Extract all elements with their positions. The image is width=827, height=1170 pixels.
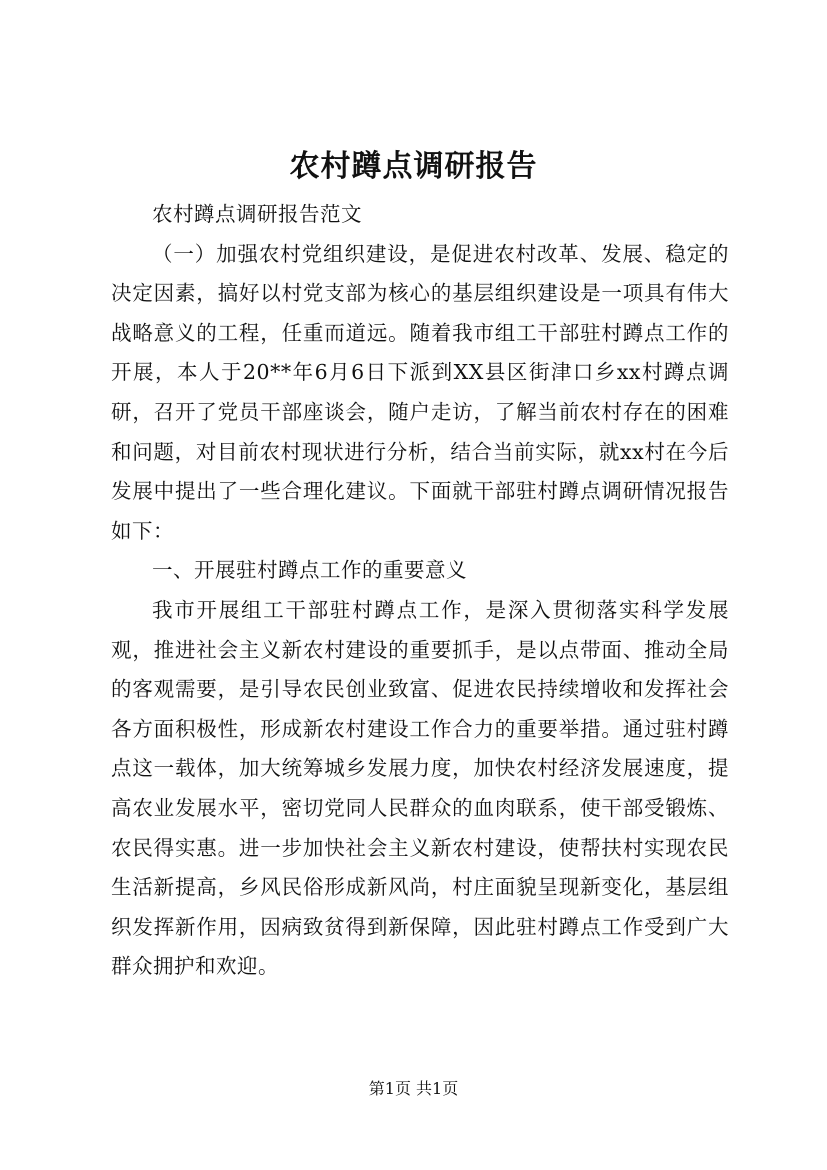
section-heading: 一、开展驻村蹲点工作的重要意义 (152, 558, 467, 583)
paragraph-intro: （一）加强农村党组织建设，是促进农村改革、发展、稳定的决定因素，搞好以村党支部为核心的基层组织建设是一项具有伟大战略意义的工程，任重而道远。随着我市组工干部驻村蹲点工作的开展，本人于20**年6月6日下派到XX县区街津口乡xx村蹲点调研，召开了党员干部座谈会，随户走访，了解当前农村存在的困难和问题，对目前农村现状进行分析，结合当前实际，就xx村在今后发展中提出了一些合理化建议。下面就干部驻村蹲点调研情况报告如下： (111, 241, 729, 543)
paragraph-significance: 我市开展组工干部驻村蹲点工作，是深入贯彻落实科学发展观，推进社会主义新农村建设的重要抓手，是以点带面、推动全局的客观需要，是引导农民创业致富、促进农民持续增收和发挥社会各方面积极性，形成新农村建设工作合力的重要举措。通过驻村蹲点这一载体，加大统筹城乡发展力度，加快农村经济发展速度，提高农业发展水平，密切党同人民群众的血肉联系，使干部受锻炼、农民得实惠。进一步加快社会主义新农村建设，使帮扶村实现农民生活新提高，乡风民俗形成新风尚，村庄面貌呈现新变化，基层组织发挥新作用，因病致贫得到新保障，因此驻村蹲点工作受到广大群众拥护和欢迎。 (111, 597, 729, 979)
page-footer: 第1页 共1页 (368, 1079, 459, 1098)
document-body (111, 195, 729, 987)
document-title: 农村蹲点调研报告 (289, 149, 538, 184)
paragraph-subtitle: 农村蹲点调研报告范文 (152, 202, 362, 226)
